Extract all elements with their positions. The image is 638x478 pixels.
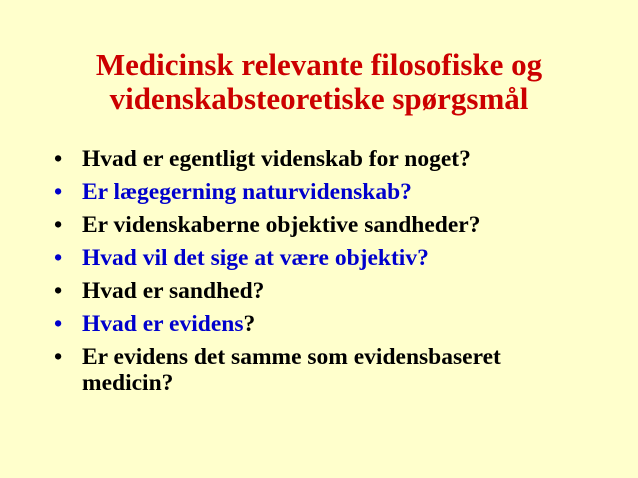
bullet-text: Er lægegerning naturvidenskab? <box>82 179 412 205</box>
bullet-item <box>54 146 594 172</box>
bullet-item <box>54 245 594 271</box>
bullet-icon: • <box>54 344 63 370</box>
bullet-item <box>54 311 594 337</box>
bullet-text: Hvad er sandhed? <box>82 278 265 304</box>
bullet-text: Er videnskaberne objektive sandheder? <box>82 212 481 238</box>
bullet-icon: • <box>54 212 63 238</box>
bullet-text-line-1: Er evidens det samme som evidensbaseret <box>82 344 501 370</box>
bullet-icon: • <box>54 278 63 304</box>
bullet-icon: • <box>54 245 63 271</box>
bullet-icon: • <box>54 311 63 337</box>
bullet-text: Hvad er egentligt videnskab for noget? <box>82 146 471 172</box>
bullet-text-black: ? <box>243 311 256 337</box>
slide-title <box>40 48 598 116</box>
bullet-text-blue: Hvad er evidens <box>82 311 244 337</box>
slide-title-line-2: videnskabsteoretiske spørgsmål <box>109 81 529 116</box>
bullet-icon: • <box>54 179 63 205</box>
bullet-text: Hvad vil det sige at være objektiv? <box>82 245 429 271</box>
slide-title-line-1: Medicinsk relevante filosofiske og <box>95 47 543 82</box>
bullet-list <box>54 146 594 403</box>
bullet-item <box>54 278 594 304</box>
bullet-item <box>54 344 594 396</box>
bullet-icon: • <box>54 146 63 172</box>
bullet-item <box>54 179 594 205</box>
bullet-item <box>54 212 594 238</box>
bullet-text-line-2: medicin? <box>82 370 174 396</box>
